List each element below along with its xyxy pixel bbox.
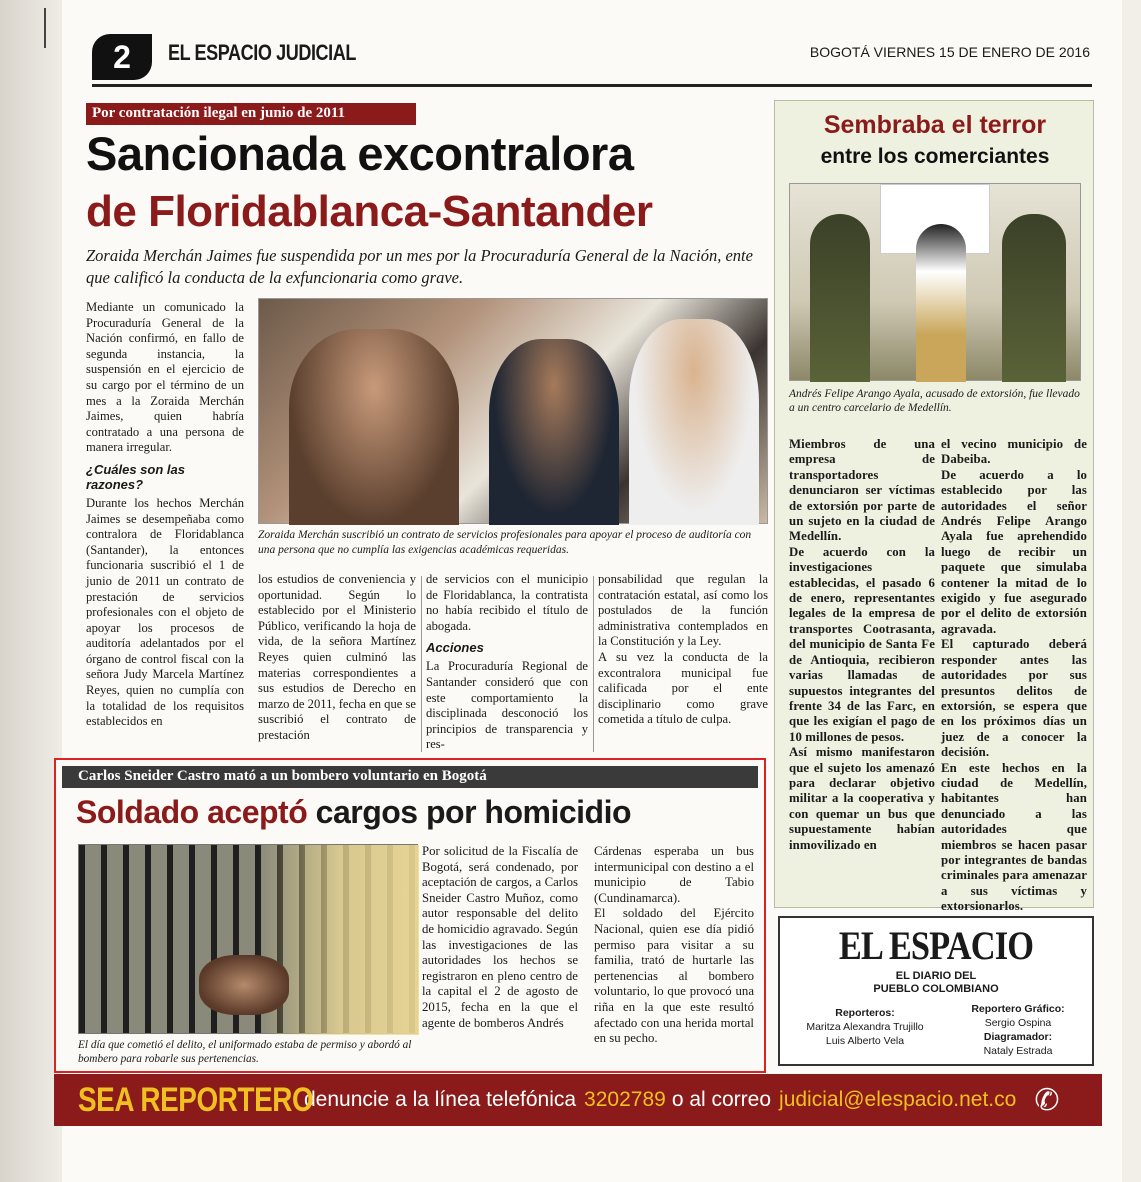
ad-title: SEA REPORTERO <box>78 1080 314 1119</box>
photo-reporter-label: Reportero Gráfico: <box>971 1003 1065 1015</box>
main-deck: Zoraida Merchán Jaimes fue suspendida por un mes por la Procuraduría General de la Nación, ente que calificó la conducta de la exfuncionaria como grave. <box>86 246 753 287</box>
main-kicker: Por contratación ilegal en junio de 2011 <box>86 103 416 125</box>
page-number: 2 <box>92 34 152 80</box>
boxed-headline-red: Soldado aceptó <box>76 794 308 830</box>
photo-hands <box>199 955 289 1015</box>
masthead-box <box>778 916 1094 1066</box>
boxed-column-2 <box>594 844 754 1047</box>
phone-icon: ✆ <box>1034 1083 1060 1117</box>
main-col3-paragraph-1: de servicios con el municipio de Floridablanca, la contratista no había recibido el título de abogada. <box>426 572 588 633</box>
newspaper-page <box>62 0 1122 1182</box>
photo-detainee <box>916 224 966 382</box>
column-rule <box>593 576 594 752</box>
boxed-photo-caption: El día que cometió el delito, el uniformado estaba de permiso y abordó al bombero para robarle sus pertenencias. <box>78 1039 412 1065</box>
designer-name: Nataly Estrada <box>983 1045 1053 1057</box>
designer-label: Diagramador: <box>983 1031 1053 1043</box>
main-photo <box>258 298 768 524</box>
main-column-2 <box>258 572 416 744</box>
reporter-name: Maritza Alexandra Trujillo <box>806 1021 924 1033</box>
boxed-col2-paragraph-1: Cárdenas esperaba un bus intermunicipal con destino a el municipio de Tabio (Cundinamarca). <box>594 844 754 905</box>
boxed-kicker: Carlos Sneider Castro mató a un bombero voluntario en Bogotá <box>62 766 758 788</box>
photo-reporter-name: Sergio Ospina <box>984 1017 1052 1029</box>
sidebar-photo-caption: Andrés Felipe Arango Ayala, acusado de extorsión, fue llevado a un centro carcelario de Medellín. <box>789 388 1080 414</box>
sidebar-col1-paragraph-2: De acuerdo con la investigaciones establecidas, el pasado 6 de enero, representantes legales de la empresa de transportes Cootrasanta, del municipio de Santa Fe de Antioquia, recibieron varias llamadas de supuestos integrantes del frente 34 de las Farc, en que les exigían el pago de 10 millones de pesos. <box>789 544 935 744</box>
boxed-col2-paragraph-2: El soldado del Ejército Nacional, quien ese día pidió permiso para visitar a su familia, trató de hurtarle las pertenencias al bombero voluntario, lo que provocó una riña en la que este resultó afectado con una herida mortal en su pecho. <box>594 906 754 1046</box>
masthead-tagline-line1: EL DIARIO DEL <box>895 970 977 982</box>
ad-text-2: o al correo <box>671 1088 772 1111</box>
footer-ad-banner <box>54 1074 1102 1126</box>
main-column-4 <box>598 572 768 728</box>
dateline: BOGOTÁ VIERNES 15 DE ENERO DE 2016 <box>809 44 1090 60</box>
ad-email: judicial@elespacio.net.co <box>779 1088 1017 1111</box>
ad-phone: 3202789 <box>584 1088 666 1111</box>
staff-credit <box>948 1002 1088 1058</box>
sidebar-headline-line2: entre los comerciantes <box>820 145 1050 168</box>
reporter-name: Luis Alberto Vela <box>825 1035 905 1047</box>
photo-soldier-left <box>810 214 870 382</box>
main-col4-paragraph-2: A su vez la conducta de la excontralora municipal fue calificada por el ente disciplinario como grave cometida a título de culpa. <box>598 649 768 727</box>
photo-figure-man <box>489 339 619 525</box>
main-col4-paragraph-1: ponsabilidad que regulan la contratación estatal, así como los postulados de la función administrativa contemplados en la Constitución y la Ley. <box>598 572 768 649</box>
sidebar-col2-paragraph-1: el vecino municipio de Dabeiba. <box>941 437 1087 467</box>
sidebar-col2-paragraph-2: De acuerdo a lo establecido por las autoridades el señor Andrés Felipe Arango Ayala fue aprehendido luego de recibir un paquete que simulaba contener la mitad de lo exigido y fue asegurado por el delito de extorsión agravada. <box>941 467 1087 636</box>
page-header <box>62 14 1122 84</box>
masthead-tagline <box>780 970 1092 996</box>
sidebar-col2-paragraph-3: El capturado deberá responder antes las autoridades por sus presuntos delitos de extorsión, se espera que en los próximos días un juez de a conocer la decisión. <box>941 637 1087 760</box>
main-subhead-acciones: Acciones <box>426 640 484 656</box>
boxed-headline-black: cargos por homicidio <box>315 794 632 830</box>
boxed-col1-paragraph: Por solicitud de la Fiscalía de Bogotá, será condenado, por aceptación de cargos, a Carlos Sneider Castro Muñoz, como autor responsable del delito de homicidio agravado. Según las investigaciones de las autoridades los hechos se registraron en pleno centro de la capital el 2 de agosto de 2015, fecha en la que el agente de bomberos Andrés <box>422 844 578 1030</box>
main-col3-paragraph-2: La Procuraduría Regional de Santander consideró que con este comportamiento la disciplinada desconoció los principios de transparencia y res- <box>426 659 588 752</box>
boxed-headline <box>76 794 756 831</box>
sidebar-col1-paragraph-1: Miembros de una empresa de transportadores denunciaron ser víctimas de extorsión por parte de un sujeto en la ciudad de Medellín. <box>789 437 935 544</box>
photo-light <box>259 845 419 1035</box>
photo-figure-man-2 <box>629 319 759 525</box>
photo-figure-woman <box>289 329 459 525</box>
main-column-1 <box>86 300 244 730</box>
main-col1-paragraph-2: Durante los hechos Merchán Jaimes se desempeñaba como contralora de Floridablanca (Santander), la entonces funcionaria suscribió el 1 de junio de 2011 un contrato de prestación de servicios profesionales con el objeto de apoyar los procesos de auditoría adelantados por el órgano de control fiscal con la señora Judy Marcela Martínez Reyes, quien no cumplía con la totalidad de los requisitos establecidos en <box>86 495 244 729</box>
reporters-label: Reporteros: <box>835 1007 895 1019</box>
page-binding <box>0 0 62 1182</box>
sidebar-col2-paragraph-4: En este hechos en la ciudad de Medellín, habitantes han denunciado a las autoridades que miembros se hacen pasar por integrantes de bandas criminales para amenazar a sus víctimas y extorsionarlos. <box>941 760 1087 914</box>
main-photo-caption: Zoraida Merchán suscribió un contrato de servicios profesionales para apoyar el proceso de auditoría con una persona que no cumplía las exigencias académicas requeridas. <box>258 529 752 556</box>
sidebar-col1-paragraph-3: Así mismo manifestaron que el sujeto los amenazó para declarar objetivo militar a la cooperativa y con quemar un bus que supuestamente habían inmovilizado en <box>789 745 935 852</box>
main-subhead-razones: ¿Cuáles son las razones? <box>86 461 185 492</box>
binding-mark <box>44 8 46 48</box>
masthead-tagline-line2: PUEBLO COLOMBIANO <box>873 983 999 995</box>
sidebar-story <box>774 100 1094 914</box>
boxed-photo <box>78 844 418 1034</box>
boxed-column-1 <box>422 844 578 1031</box>
main-col2-paragraph: los estudios de conveniencia y oportunidad. Según lo establecido por el Ministerio Público, verificando la hoja de vida, de la señora Martínez Reyes quien culminó las materias correspondientes a sus estudios de Derecho en marzo de 2011, fecha en que se suscribió el contrato de prestación <box>258 572 416 742</box>
reporters-credit <box>790 1006 940 1048</box>
sidebar-column-1 <box>789 437 935 853</box>
sidebar-photo <box>789 183 1081 381</box>
main-col1-paragraph-1: Mediante un comunicado la Procuraduría General de la Nación confirmó, en fallo de segunda instancia, la suspensión en el ejercicio de su cargo por el término de un mes a la Zoraida Merchán Jaimes, quien habría contratado a una persona de manera irregular. <box>86 300 244 455</box>
masthead-logo: EL ESPACIO <box>838 923 1034 968</box>
main-headline-line2: de Floridablanca-Santander <box>86 187 653 236</box>
boxed-story <box>54 758 766 1073</box>
photo-soldier-right <box>1002 214 1066 382</box>
section-title: EL ESPACIO JUDICIAL <box>168 40 357 65</box>
header-rule <box>92 84 1092 87</box>
sidebar-headline-line1: Sembraba el terror <box>823 111 1047 139</box>
column-rule <box>421 576 422 752</box>
ad-text-1: denuncie a la línea telefónica <box>304 1088 577 1111</box>
main-headline-line1: Sancionada excontralora <box>86 127 634 180</box>
main-column-3 <box>426 572 588 753</box>
sidebar-column-2 <box>941 437 1087 915</box>
